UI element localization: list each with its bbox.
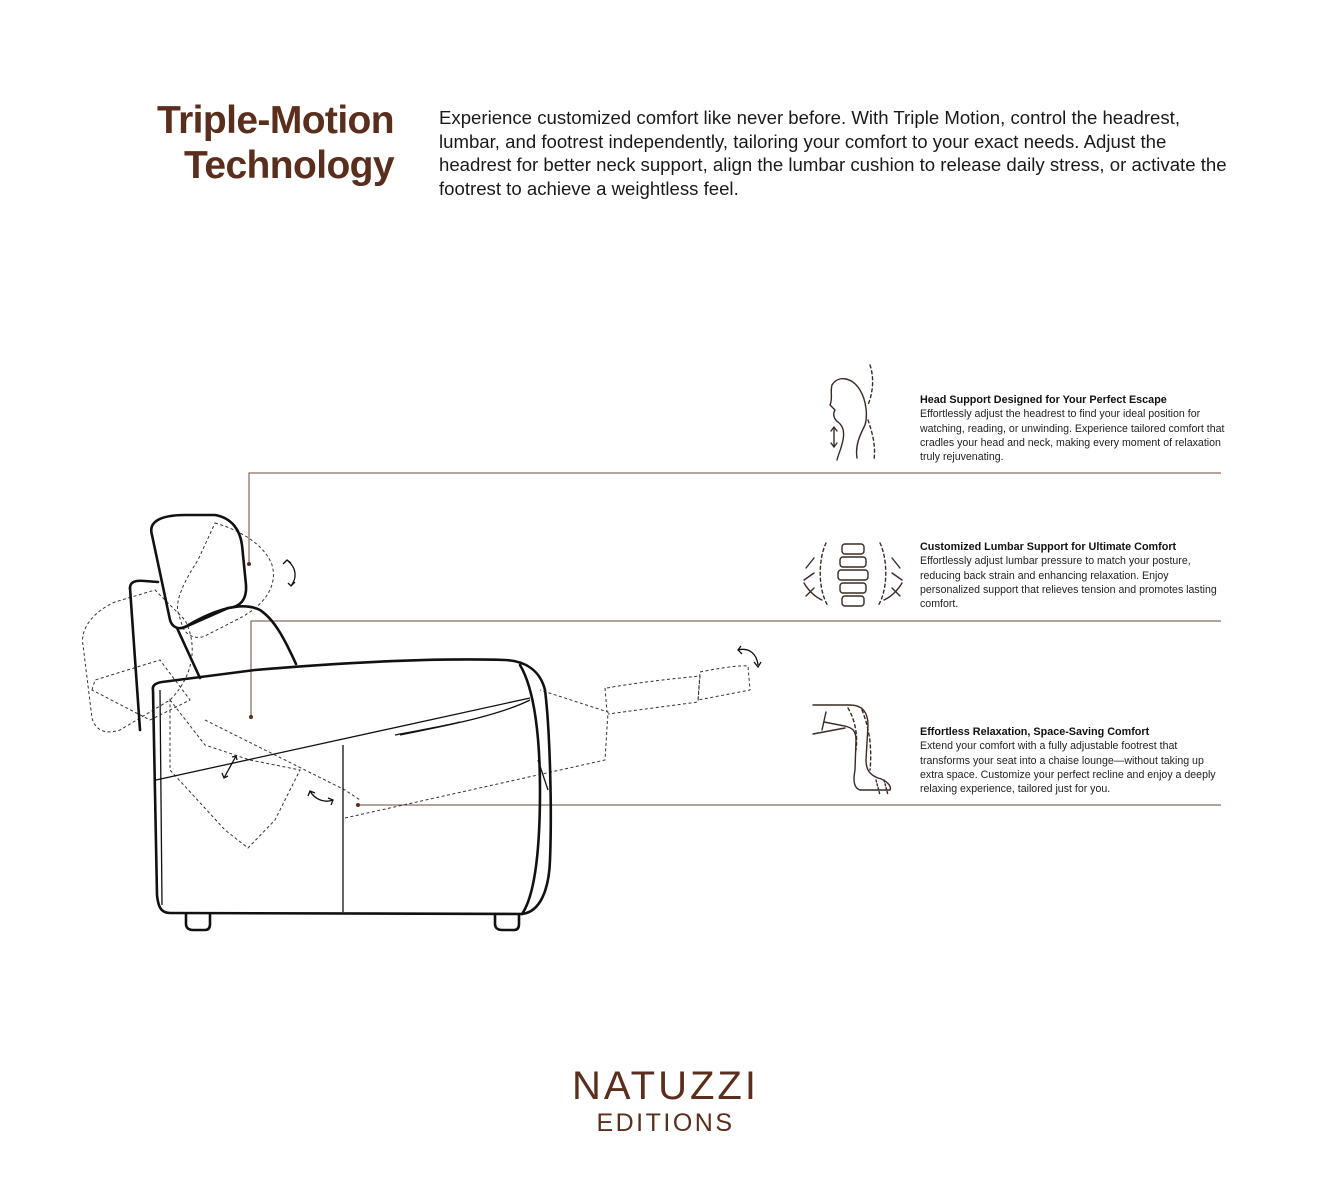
chair-foot-right	[495, 914, 519, 930]
brand-logo-name: NATUZZI	[572, 1064, 759, 1108]
brand-logo-sub: EDITIONS	[596, 1109, 735, 1137]
head-profile-icon	[830, 365, 875, 460]
feature-lumbar-title: Customized Lumbar Support for Ultimate Comfort	[920, 541, 1177, 553]
chair-foot-left	[186, 914, 210, 930]
feature-lumbar-support	[920, 540, 1225, 611]
title-line-1: Triple-Motion	[157, 99, 394, 142]
spine-icon	[804, 543, 902, 606]
feature-footrest-body: Extend your comfort with a fully adjustable footrest that transforms your seat into a chaise lounge—without taking up extra space. Customize your perfect recline and enjoy a deeply relaxing experience, tailored just for you.	[920, 740, 1216, 796]
chair-armrest-side	[130, 581, 158, 588]
dashed-footrest-top	[605, 688, 607, 712]
chair-headrest	[151, 515, 246, 628]
dashed-seat-line	[205, 720, 360, 800]
feature-head-body: Effortlessly adjust the headrest to find your ideal position for watching, reading, or unwinding. Experience tailored comfort that cradles your head and neck, making every moment of relaxation truly rejuvenating.	[920, 408, 1225, 464]
chair-body	[153, 659, 551, 914]
chair-arm-front	[520, 665, 540, 914]
feature-lumbar-body: Effortlessly adjust lumbar pressure to match your posture, reducing back strain and enhancing relaxation. Enjoy personalized support that relieves tension and promotes lasting comfort.	[920, 555, 1217, 611]
lumbar-callout-line	[251, 621, 1221, 717]
chair-back-2	[185, 606, 296, 664]
motion-arrows	[222, 560, 761, 805]
dashed-back-2	[92, 660, 190, 720]
lumbar-move-arrow	[224, 756, 236, 778]
dashed-positions	[83, 523, 750, 848]
chair-outline	[130, 515, 551, 930]
chair-side-post	[130, 588, 140, 730]
dashed-headrest	[177, 523, 273, 637]
feature-head-support	[920, 393, 1225, 464]
leg-footrest-icon	[813, 705, 890, 795]
left-inner-edge	[160, 690, 162, 905]
dashed-footrest-3	[698, 666, 750, 700]
title-line-2: Technology	[184, 144, 394, 187]
dashed-footrest-2	[607, 676, 700, 714]
chair-thin-lines	[156, 690, 548, 912]
lumbar-callout-dot	[249, 715, 253, 719]
head-callout-dot	[247, 562, 251, 566]
feature-head-title: Head Support Designed for Your Perfect Escape	[920, 394, 1167, 406]
headrest-rotate-arrow	[287, 560, 295, 586]
intro-paragraph: Experience customized comfort like never before. With Triple Motion, control the headrest, lumbar, and footrest independently, tailoring your comfort to your exact needs. Adjust the headrest for better neck support, align the lumbar cushion to release daily stress, or activate the footrest to achieve a weightless feel.	[439, 107, 1227, 199]
feature-footrest	[920, 725, 1225, 796]
dashed-lumbar-wedge	[170, 700, 300, 848]
foot-callout-dot	[356, 803, 360, 807]
feature-footrest-title: Effortless Relaxation, Space-Saving Comfort	[920, 726, 1150, 738]
